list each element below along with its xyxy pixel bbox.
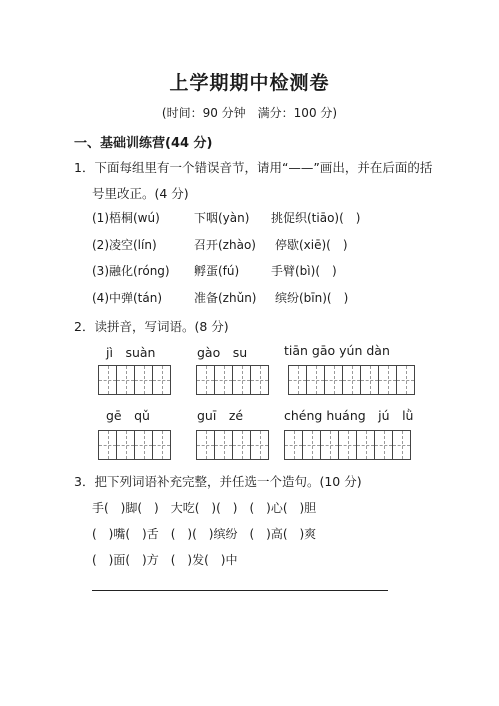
q1-item: (1)梧桐(wú) [92, 211, 160, 225]
question-1-text-cont: 号里改正。(4 分) [92, 186, 189, 201]
q1-item: 准备(zhǔn) [194, 291, 257, 305]
writing-grid[interactable] [98, 430, 171, 460]
question-2-text: 2．读拼音，写词语。(8 分) [74, 319, 229, 334]
writing-grid[interactable] [98, 365, 171, 395]
writing-grid[interactable] [196, 430, 269, 460]
exam-info: (时间：90 分钟 满分：100 分) [161, 106, 338, 120]
q1-item: 挑促织(tiāo)( ) [271, 211, 361, 225]
question-1-text: 1．下面每组里有一个错误音节，请用“——”画出，并在后面的括 [74, 160, 433, 175]
q1-item: 召开(zhào) [194, 238, 256, 252]
writing-grid[interactable] [284, 430, 411, 460]
pinyin-label: jì suàn [106, 345, 156, 360]
q1-item: (3)融化(róng) [92, 264, 170, 278]
q3-row: ( )面( )方 ( )发( )中 [92, 553, 238, 567]
question-3-text: 3．把下列词语补充完整，并任选一个造句。(10 分) [74, 474, 362, 489]
answer-line[interactable] [92, 590, 388, 591]
page-title: 上学期期中检测卷 [169, 72, 330, 94]
q1-item: 下咽(yàn) [194, 211, 250, 225]
pinyin-label: gē qǔ [106, 408, 150, 423]
section-heading: 一、基础训练营(44 分) [74, 136, 213, 151]
q3-row: 手( )脚( ) 大吃( )( ) ( )心( )胆 [92, 501, 317, 515]
q1-item: (2)凌空(lín) [92, 238, 157, 252]
q1-item: 孵蛋(fú) [194, 264, 240, 278]
pinyin-label: chéng huáng jú lǜ [284, 408, 414, 423]
q1-item: 停歇(xiē)( ) [275, 238, 348, 252]
pinyin-label: guī zé [197, 408, 244, 423]
pinyin-label: gào su [197, 345, 248, 360]
writing-grid[interactable] [196, 365, 269, 395]
q1-item: (4)中弹(tán) [92, 291, 163, 305]
q1-item: 手臂(bì)( ) [271, 264, 337, 278]
pinyin-label: tiān gāo yún dàn [284, 343, 390, 358]
q3-row: ( )嘴( )舌 ( )( )缤纷 ( )高( )爽 [92, 527, 317, 541]
writing-grid[interactable] [288, 365, 415, 395]
q1-item: 缤纷(bīn)( ) [275, 291, 349, 305]
